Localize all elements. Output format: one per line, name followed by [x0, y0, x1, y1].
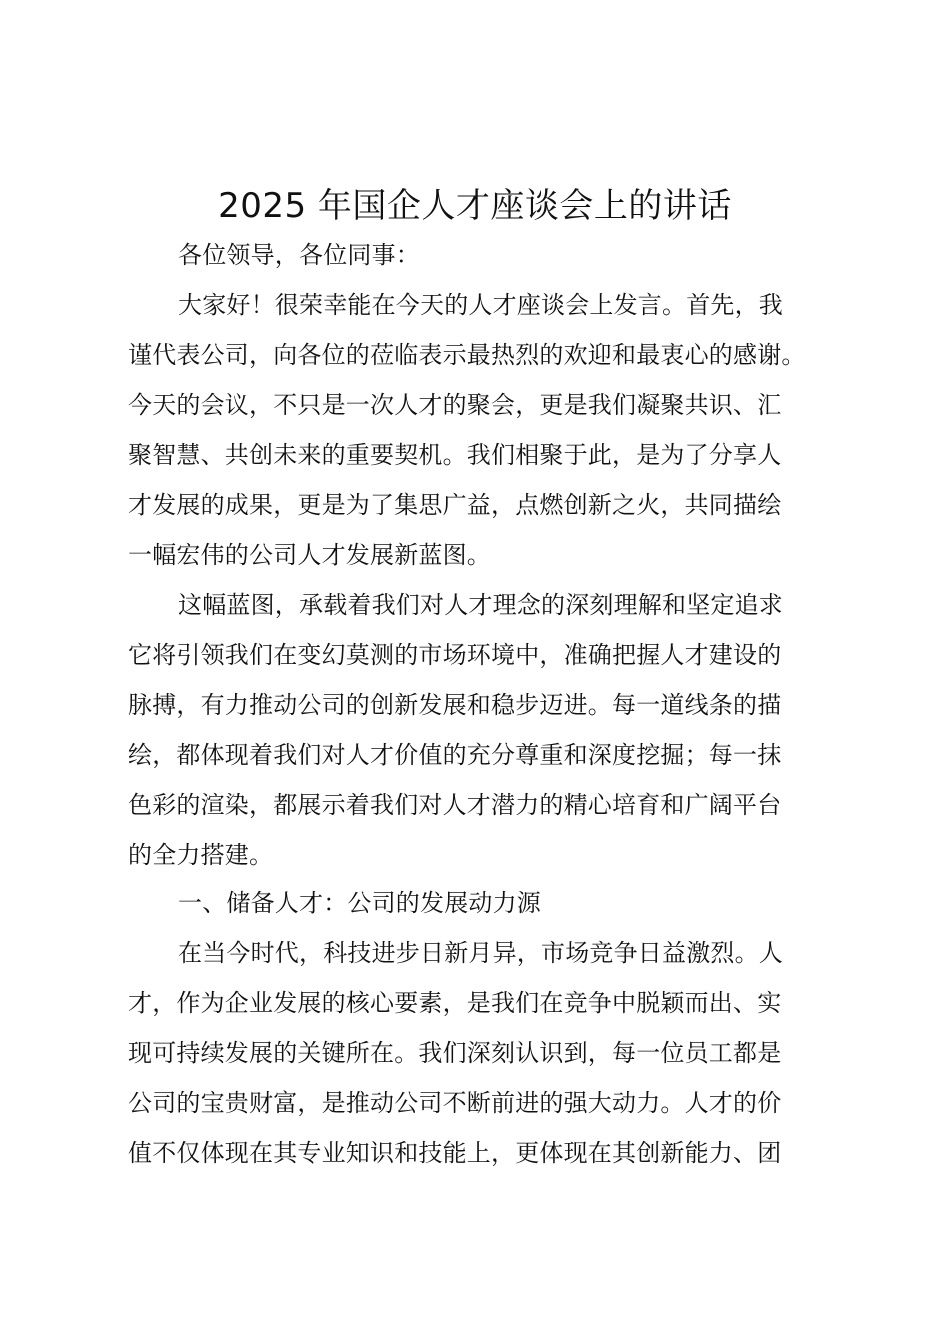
paragraph-line: 今天的会议，不只是一次人才的聚会，更是我们凝聚共识、汇 — [128, 391, 782, 419]
paragraph-line: 聚智慧、共创未来的重要契机。我们相聚于此，是为了分享人 — [128, 441, 782, 469]
paragraph-line: 它将引领我们在变幻莫测的市场环境中，准确把握人才建设的 — [128, 641, 782, 669]
paragraph-line: 一幅宏伟的公司人才发展新蓝图。 — [128, 541, 491, 569]
paragraph-line: 的全力搭建。 — [128, 841, 274, 869]
paragraph-line: 色彩的渲染，都展示着我们对人才潜力的精心培育和广阔平台 — [128, 791, 782, 819]
paragraph-line: 才发展的成果，更是为了集思广益，点燃创新之火，共同描绘 — [128, 491, 782, 519]
salutation: 各位领导，各位同事： — [178, 241, 420, 269]
paragraph-line: 在当今时代，科技进步日新月异，市场竞争日益激烈。人 — [178, 939, 783, 967]
paragraph-line: 谨代表公司，向各位的莅临表示最热烈的欢迎和最衷心的感谢。 — [128, 341, 806, 369]
document-title: 2025 年国企人才座谈会上的讲话 — [218, 186, 732, 226]
paragraph-line: 现可持续发展的关键所在。我们深刻认识到，每一位员工都是 — [128, 1039, 782, 1067]
paragraph-line: 绘，都体现着我们对人才价值的充分尊重和深度挖掘；每一抹 — [128, 741, 782, 769]
paragraph-line: 这幅蓝图，承载着我们对人才理念的深刻理解和坚定追求 — [178, 591, 783, 619]
paragraph-line: 脉搏，有力推动公司的创新发展和稳步迈进。每一道线条的描 — [128, 691, 782, 719]
paragraph-line: 才，作为企业发展的核心要素，是我们在竞争中脱颖而出、实 — [128, 989, 782, 1017]
paragraph-line: 大家好！很荣幸能在今天的人才座谈会上发言。首先，我 — [178, 291, 783, 319]
paragraph-line: 公司的宝贵财富，是推动公司不断前进的强大动力。人才的价 — [128, 1089, 782, 1117]
section-heading: 一、储备人才：公司的发展动力源 — [178, 889, 541, 917]
paragraph-line: 值不仅体现在其专业知识和技能上，更体现在其创新能力、团 — [128, 1139, 782, 1167]
